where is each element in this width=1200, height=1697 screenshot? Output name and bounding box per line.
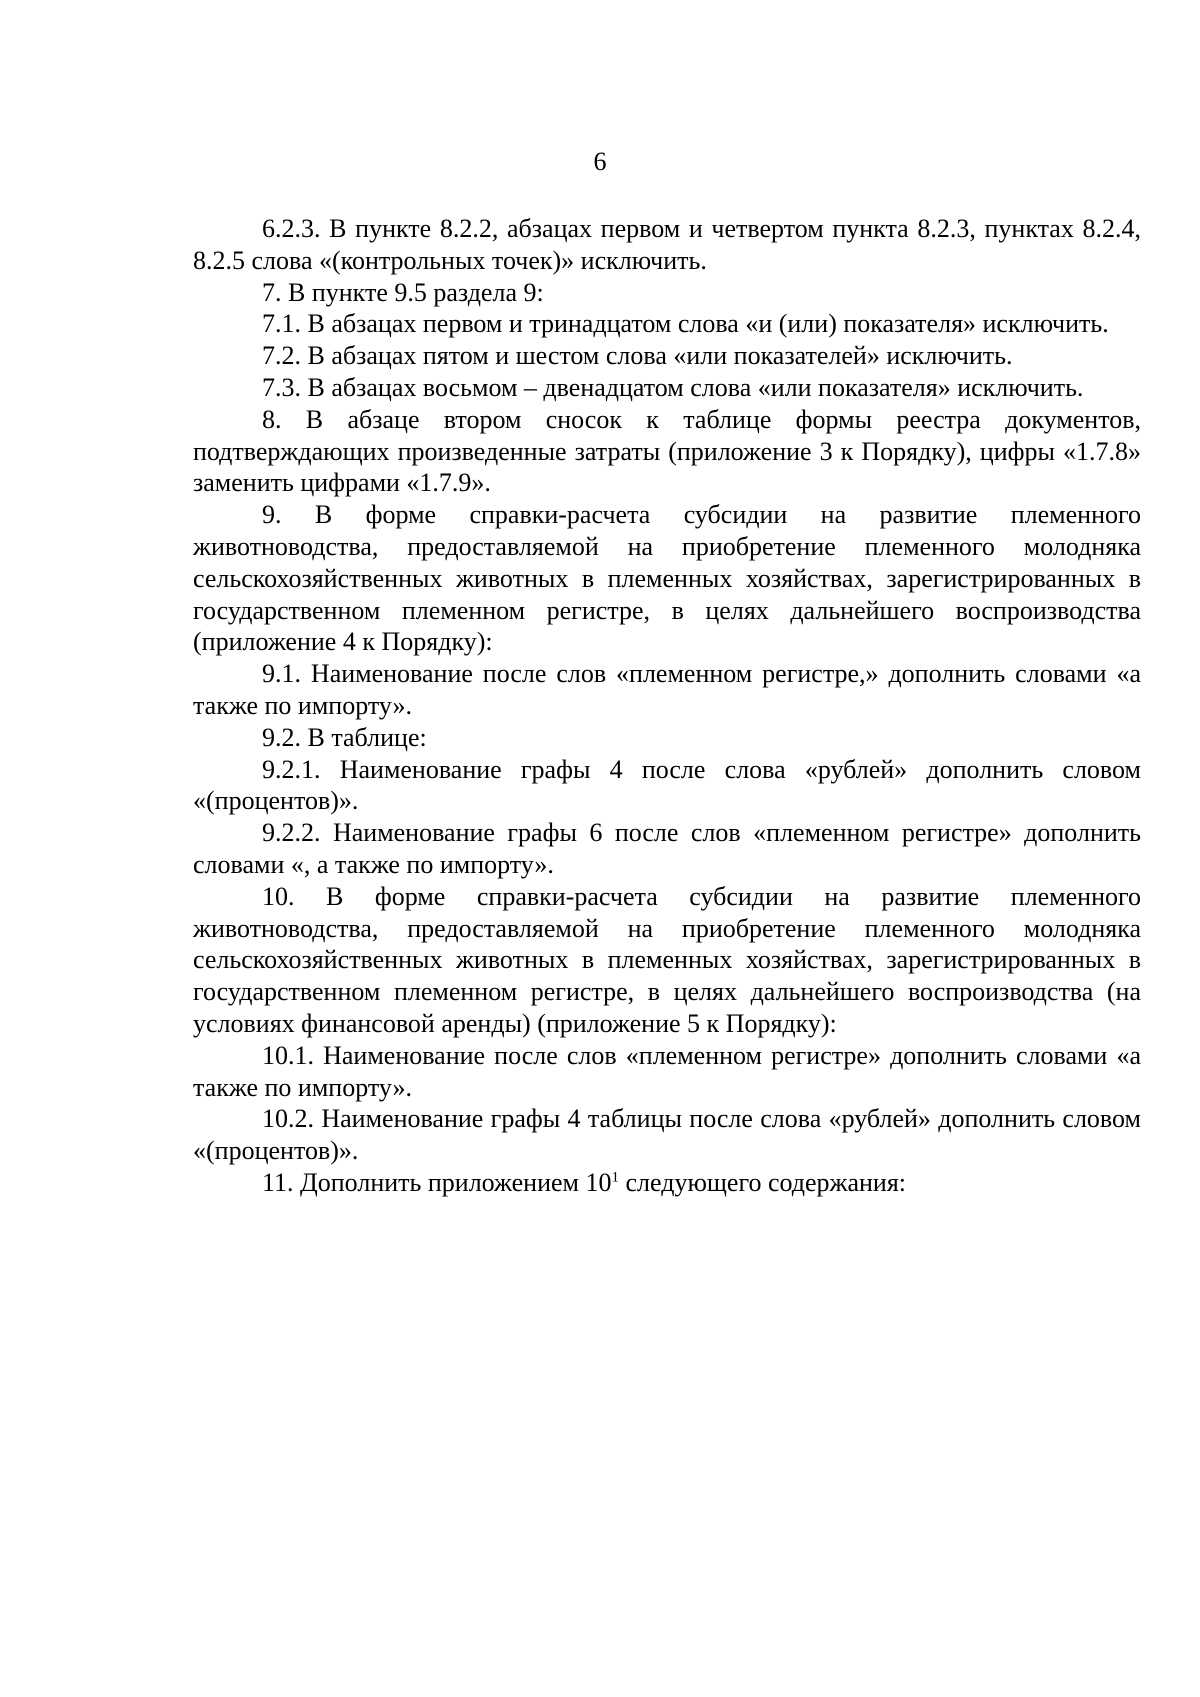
paragraph-9-2: 9.2. В таблице: <box>262 722 427 752</box>
paragraph-10-1: 10.1. Наименование после слов «племенном регистре» дополнить словами «а также по импорту». <box>193 1040 1141 1102</box>
paragraph-10-2: 10.2. Наименование графы 4 таблицы после слова «рублей» дополнить словом «(процентов)». <box>193 1104 1141 1166</box>
paragraph-11 <box>193 1167 1141 1199</box>
page-number: 6 <box>593 147 607 176</box>
paragraph-6-2-3: 6.2.3. В пункте 8.2.2, абзацах первом и четвертом пункта 8.2.3, пунктах 8.2.4, 8.2.5 слова «(контрольных точек)» исключить. <box>193 214 1141 275</box>
paragraph-9: 9. В форме справки-расчета субсидии на развитие племенного животноводства, предоставляемой на приобретение племенного молодняка сельскохозяйственных животных в племенных хозяйствах, зарегистрированных в государственном племенном регистре, в целях дальнейшего воспроизводства (приложение 4 к Порядку): <box>193 500 1141 657</box>
paragraph-7-3: 7.3. В абзацах восьмом – двенадцатом слова «или показателя» исключить. <box>262 372 1084 402</box>
paragraph-11-text-end: следующего содержания: <box>619 1167 907 1197</box>
paragraph-11-text: 11. Дополнить приложением 10 <box>262 1167 612 1197</box>
paragraph-8: 8. В абзаце втором сносок к таблице формы реестра документов, подтверждающих произведенные затраты (приложение 3 к Порядку), цифры «1.7.8» заменить цифрами «1.7.9». <box>193 404 1141 498</box>
paragraph-9-1: 9.1. Наименование после слов «племенном регистре,» дополнить словами «а также по импорту». <box>193 659 1141 720</box>
paragraph-7-1: 7.1. В абзацах первом и тринадцатом слова «и (или) показателя» исключить. <box>262 309 1109 339</box>
paragraph-7-2: 7.2. В абзацах пятом и шестом слова «или показателей» исключить. <box>262 341 1013 371</box>
paragraph-11-superscript: 1 <box>611 1169 620 1186</box>
paragraph-9-2-1: 9.2.1. Наименование графы 4 после слова «рублей» дополнить словом «(процентов)». <box>193 754 1141 816</box>
paragraph-9-2-2: 9.2.2. Наименование графы 6 после слов «племенном регистре» дополнить словами «, а также по импорту». <box>193 818 1141 879</box>
paragraph-10: 10. В форме справки-расчета субсидии на развитие племенного животноводства, предоставляемой на приобретение племенного молодняка сельскохозяйственных животных в племенных хозяйствах, зарегистрированных в государственном племенном регистре, в целях дальнейшего воспроизводства (на условиях финансовой аренды) (приложение 5 к Порядку): <box>193 881 1141 1038</box>
paragraph-7: 7. В пункте 9.5 раздела 9: <box>262 277 544 307</box>
document-body <box>193 213 1141 1199</box>
